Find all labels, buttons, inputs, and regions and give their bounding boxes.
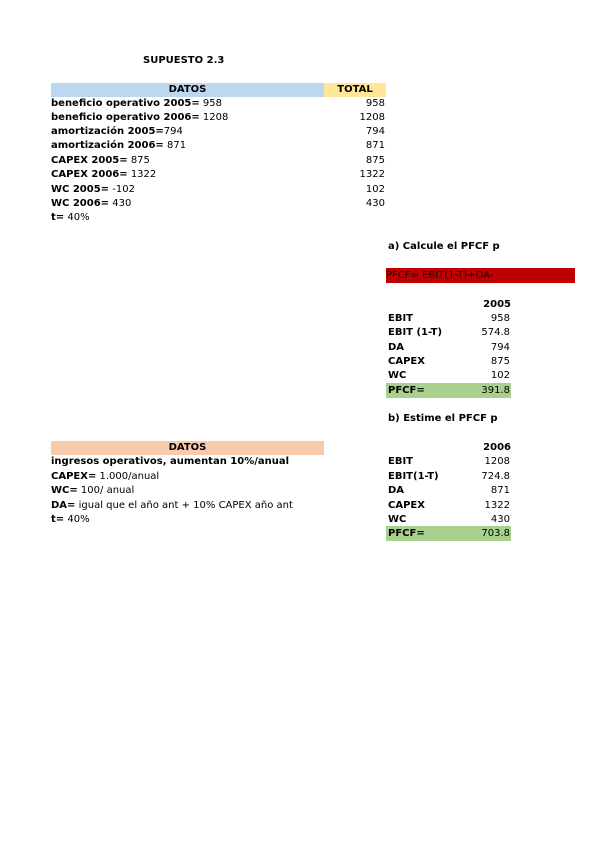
table-row-value: 875	[490, 356, 510, 367]
table-row-value: 794	[490, 342, 510, 353]
datos-header: DATOS	[51, 83, 324, 97]
table-row-label: EBIT	[388, 456, 413, 467]
table-row-value: 574.8	[481, 327, 510, 338]
table-row-label: CAPEX	[388, 356, 425, 367]
table-row-label: EBIT(1-T)	[388, 471, 439, 482]
datos-header: DATOS	[51, 441, 324, 455]
table-row-label: WC	[388, 514, 407, 525]
table-row-value: 871	[490, 485, 510, 496]
table-row-label: EBIT	[388, 313, 413, 324]
data-row-total: 875	[365, 155, 385, 166]
table-row-value: 1322	[484, 500, 510, 511]
table-row-value: 1208	[484, 456, 510, 467]
total-header: TOTAL	[324, 83, 386, 97]
data-row-label: t= 40%	[51, 212, 90, 223]
year-header: 2006	[483, 442, 511, 453]
question-a: a) Calcule el PFCF p	[388, 241, 500, 252]
formula-cell: PFCF= EBIT(1-T)+DA-	[386, 268, 575, 283]
data-row-label: amortización 2006= 871	[51, 140, 187, 151]
data-row-label: beneficio operativo 2006= 1208	[51, 112, 229, 123]
data-row-label: WC 2006= 430	[51, 198, 132, 209]
data-row-label: DA= igual que el año ant + 10% CAPEX año ant	[51, 500, 293, 511]
data-row-label: CAPEX= 1.000/anual	[51, 471, 160, 482]
table-row-label: EBIT (1-T)	[388, 327, 443, 338]
table-row-value: 102	[490, 370, 510, 381]
table-row-value: 724.8	[481, 471, 510, 482]
pfcf-value: 391.8	[481, 385, 510, 396]
pfcf-value: 703.8	[481, 528, 510, 539]
data-row-total: 1208	[359, 112, 385, 123]
data-row-total: 430	[365, 198, 385, 209]
year-header: 2005	[483, 299, 511, 310]
table-row-label: CAPEX	[388, 500, 425, 511]
data-row-label: amortización 2005=794	[51, 126, 183, 137]
data-row-label: t= 40%	[51, 514, 90, 525]
data-row-label: WC 2005= -102	[51, 184, 135, 195]
data-row-total: 102	[365, 184, 385, 195]
data-row-label: CAPEX 2005= 875	[51, 155, 150, 166]
data-row-label: beneficio operativo 2005= 958	[51, 98, 223, 109]
table-row-value: 958	[490, 313, 510, 324]
question-b: b) Estime el PFCF p	[388, 413, 498, 424]
table-row-label: DA	[388, 485, 405, 496]
table-row-label: WC	[388, 370, 407, 381]
pfcf-label: PFCF=	[388, 385, 425, 396]
data-row-total: 1322	[359, 169, 385, 180]
data-row-total: 958	[365, 98, 385, 109]
pfcf-label: PFCF=	[388, 528, 425, 539]
table-row-label: DA	[388, 342, 405, 353]
data-row-total: 794	[365, 126, 385, 137]
sheet-title: SUPUESTO 2.3	[143, 55, 225, 66]
table-row-value: 430	[490, 514, 510, 525]
data-row-label: WC= 100/ anual	[51, 485, 135, 496]
data-row-label: CAPEX 2006= 1322	[51, 169, 157, 180]
data-row-label: ingresos operativos, aumentan 10%/anual	[51, 456, 290, 467]
data-row-total: 871	[365, 140, 385, 151]
